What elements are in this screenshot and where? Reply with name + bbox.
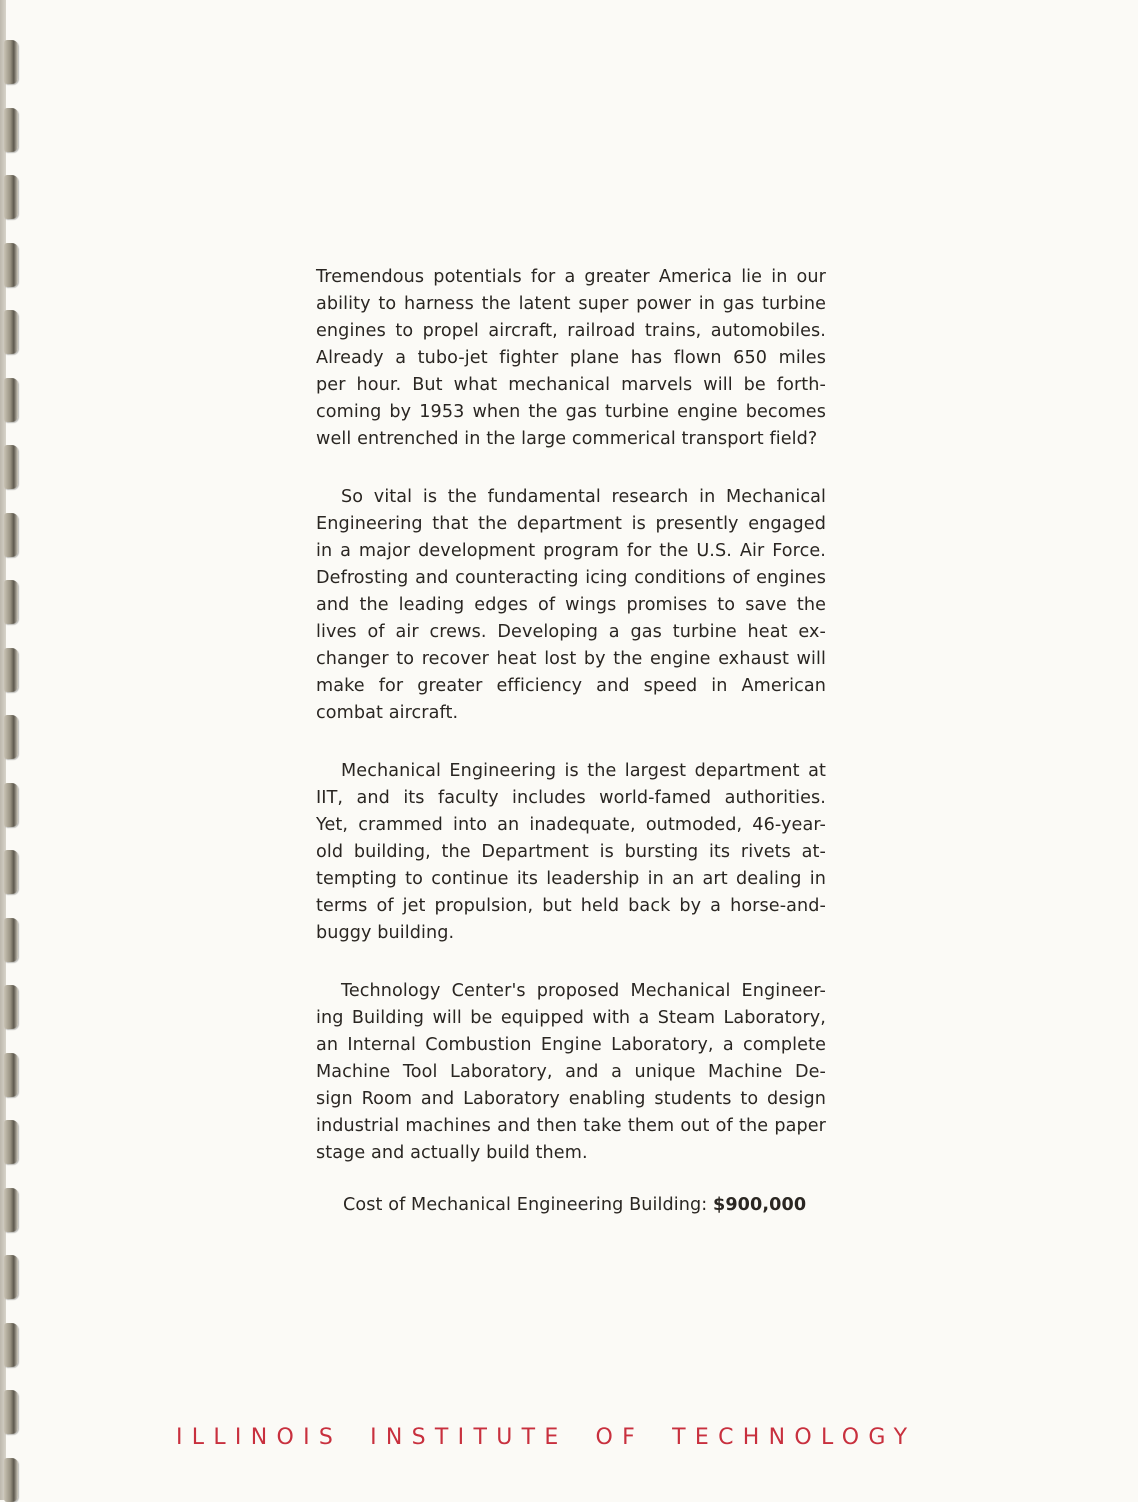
- text-line: industrial machines and then take them out of the paper: [316, 1116, 826, 1136]
- text-line: old building, the Department is bursting its rivets at-: [316, 842, 826, 862]
- footer-word: INSTITUTE: [370, 1425, 568, 1450]
- binding-ring: [4, 648, 18, 692]
- text-line: make for greater efficiency and speed in American: [316, 676, 826, 696]
- body-text: [316, 264, 826, 1219]
- paragraph: [316, 758, 826, 947]
- footer-word: TECHNOLOGY: [672, 1425, 917, 1450]
- binding-ring: [4, 108, 18, 152]
- binding-ring: [4, 1120, 18, 1164]
- cost-amount: $900,000: [713, 1195, 807, 1215]
- binding-ring: [4, 40, 18, 84]
- text-line: lives of air crews. Developing a gas turbine heat ex-: [316, 622, 826, 642]
- binding-ring: [4, 1323, 18, 1367]
- paragraph: [316, 484, 826, 727]
- text-line: ing Building will be equipped with a Steam Laboratory,: [316, 1008, 826, 1028]
- text-line: coming by 1953 when the gas turbine engine becomes: [316, 402, 826, 422]
- text-line: buggy building.: [316, 923, 455, 943]
- text-line: IIT, and its faculty includes world-famed authorities.: [316, 788, 826, 808]
- paragraph: [316, 978, 826, 1167]
- text-line: Engineering that the department is presently engaged: [316, 514, 826, 534]
- text-line: changer to recover heat lost by the engine exhaust will: [316, 649, 826, 669]
- text-line: per hour. But what mechanical marvels will be forth-: [316, 375, 826, 395]
- text-line: and the leading edges of wings promises to save the: [316, 595, 826, 615]
- text-line: Machine Tool Laboratory, and a unique Machine De-: [316, 1062, 826, 1082]
- binding-ring: [4, 783, 18, 827]
- text-line: Defrosting and counteracting icing conditions of engines: [316, 568, 826, 588]
- binding-ring: [4, 715, 18, 759]
- binding-ring: [4, 1188, 18, 1232]
- cost-line: [316, 1192, 826, 1219]
- footer-word: OF: [595, 1425, 645, 1450]
- text-line: well entrenched in the large commerical transport field?: [316, 429, 818, 449]
- text-line: Tremendous potentials for a greater America lie in our: [316, 267, 826, 287]
- binding-ring: [4, 175, 18, 219]
- binding-ring: [4, 310, 18, 354]
- cost-label: Cost of Mechanical Engineering Building:: [343, 1195, 708, 1215]
- text-line: Yet, crammed into an inadequate, outmoded, 46-year-: [316, 815, 826, 835]
- footer-word: ILLINOIS: [176, 1425, 343, 1450]
- text-line: an Internal Combustion Engine Laboratory, a complete: [316, 1035, 826, 1055]
- binding-ring: [4, 1255, 18, 1299]
- binding-ring: [4, 850, 18, 894]
- text-line: Already a tubo-jet fighter plane has flown 650 miles: [316, 348, 826, 368]
- paragraphs: [316, 264, 826, 1167]
- binding-ring: [4, 243, 18, 287]
- paragraph: [316, 264, 826, 453]
- text-line: terms of jet propulsion, but held back by a horse-and-: [316, 896, 826, 916]
- text-line: engines to propel aircraft, railroad trains, automobiles.: [316, 321, 826, 341]
- binding-ring: [4, 445, 18, 489]
- text-line: So vital is the fundamental research in Mechanical: [341, 487, 826, 507]
- text-line: sign Room and Laboratory enabling students to design: [316, 1089, 826, 1109]
- binding-ring: [4, 580, 18, 624]
- binding-ring: [4, 1458, 18, 1502]
- footer-institution-name: [176, 1425, 944, 1450]
- text-line: stage and actually build them.: [316, 1143, 588, 1163]
- text-line: in a major development program for the U.S. Air Force.: [316, 541, 826, 561]
- text-line: tempting to continue its leadership in an art dealing in: [316, 869, 826, 889]
- binding-ring: [4, 513, 18, 557]
- binding-ring: [4, 378, 18, 422]
- text-line: Mechanical Engineering is the largest department at: [341, 761, 826, 781]
- binding-ring: [4, 918, 18, 962]
- binding-ring: [4, 985, 18, 1029]
- binding-ring: [4, 1390, 18, 1434]
- binding-ring: [4, 1053, 18, 1097]
- text-line: Technology Center's proposed Mechanical Engineer-: [341, 981, 826, 1001]
- text-line: ability to harness the latent super power in gas turbine: [316, 294, 826, 314]
- text-line: combat aircraft.: [316, 703, 459, 723]
